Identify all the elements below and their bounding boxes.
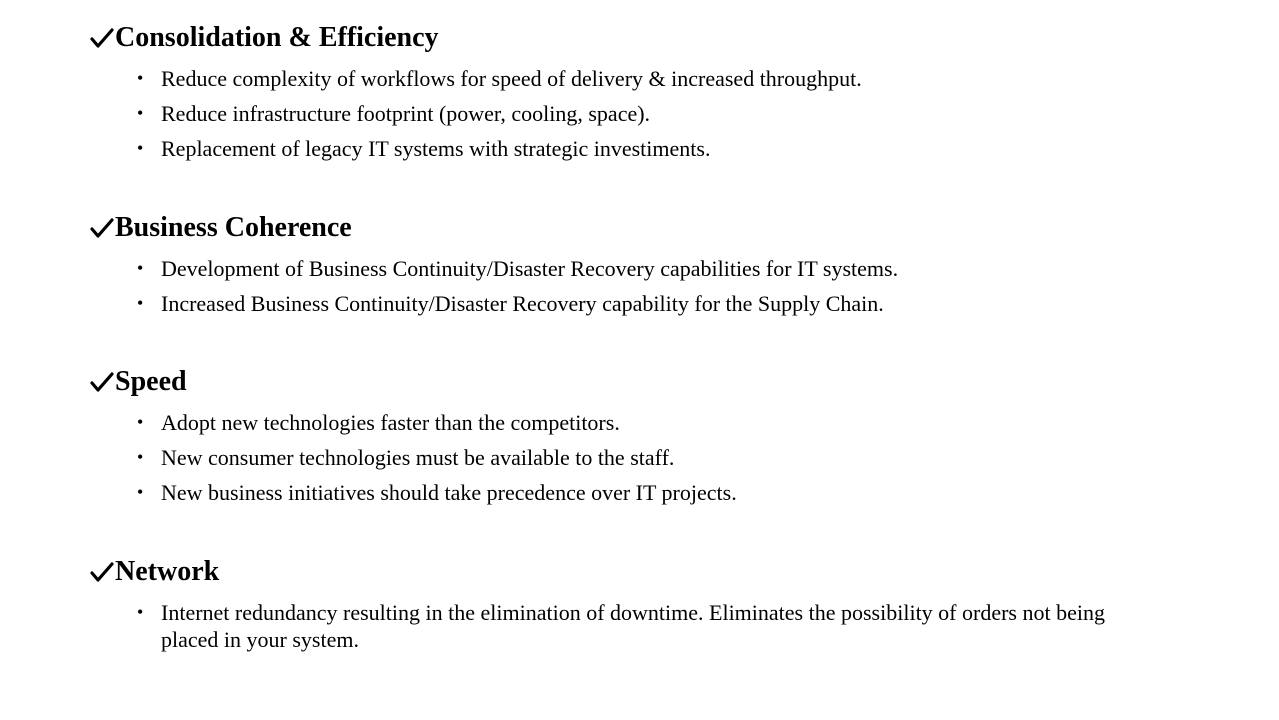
bullet-dot: • <box>137 482 144 502</box>
section-heading-text: Network <box>115 556 220 587</box>
list-item-text: Adopt new technologies faster than the competitors. <box>161 410 620 435</box>
bullet-dot: • <box>137 103 144 123</box>
list-item <box>90 479 1210 506</box>
list-item <box>90 100 1210 127</box>
section-heading <box>90 211 1210 245</box>
list-item-text: Increased Business Continuity/Disaster Recovery capability for the Supply Chain. <box>161 291 884 316</box>
section-speed <box>90 365 1210 506</box>
bullet-dot: • <box>137 138 144 158</box>
checkmark-icon <box>90 27 114 49</box>
checkmark-icon <box>90 371 114 393</box>
bullet-dot: • <box>137 602 144 622</box>
bullet-list <box>90 409 1210 506</box>
list-item-text: Development of Business Continuity/Disaster Recovery capabilities for IT systems. <box>161 256 899 281</box>
list-item-text: Reduce infrastructure footprint (power, cooling, space). <box>161 101 651 126</box>
section-heading <box>90 21 1210 55</box>
section-heading <box>90 555 1210 589</box>
list-item-text: New consumer technologies must be available to the staff. <box>161 445 675 470</box>
section-business-coherence <box>90 211 1210 317</box>
list-item <box>90 290 1210 317</box>
section-heading-text: Speed <box>115 366 187 397</box>
list-item-text: Internet redundancy resulting in the elimination of downtime. Eliminates the possibility of orders not being placed in your system. <box>161 600 1105 652</box>
bullet-dot: • <box>137 293 144 313</box>
section-consolidation-efficiency <box>90 21 1210 162</box>
list-item-text: New business initiatives should take precedence over IT projects. <box>161 480 737 505</box>
bullet-dot: • <box>137 412 144 432</box>
checkmark-icon <box>90 217 114 239</box>
list-item <box>90 444 1210 471</box>
checkmark-icon <box>90 561 114 583</box>
list-item <box>90 135 1210 162</box>
list-item <box>90 65 1210 92</box>
section-heading <box>90 365 1210 399</box>
list-item-text: Replacement of legacy IT systems with strategic investiments. <box>161 136 711 161</box>
section-heading-text: Business Coherence <box>115 212 352 243</box>
bullet-list <box>90 599 1210 653</box>
list-item <box>90 409 1210 436</box>
bullet-list <box>90 255 1210 317</box>
list-item <box>90 599 1210 653</box>
bullet-dot: • <box>137 68 144 88</box>
bullet-dot: • <box>137 258 144 278</box>
bullet-dot: • <box>137 447 144 467</box>
section-network <box>90 555 1210 653</box>
list-item <box>90 255 1210 282</box>
list-item-text: Reduce complexity of workflows for speed of delivery & increased throughput. <box>161 66 862 91</box>
section-heading-text: Consolidation & Efficiency <box>115 22 439 53</box>
bullet-list <box>90 65 1210 162</box>
